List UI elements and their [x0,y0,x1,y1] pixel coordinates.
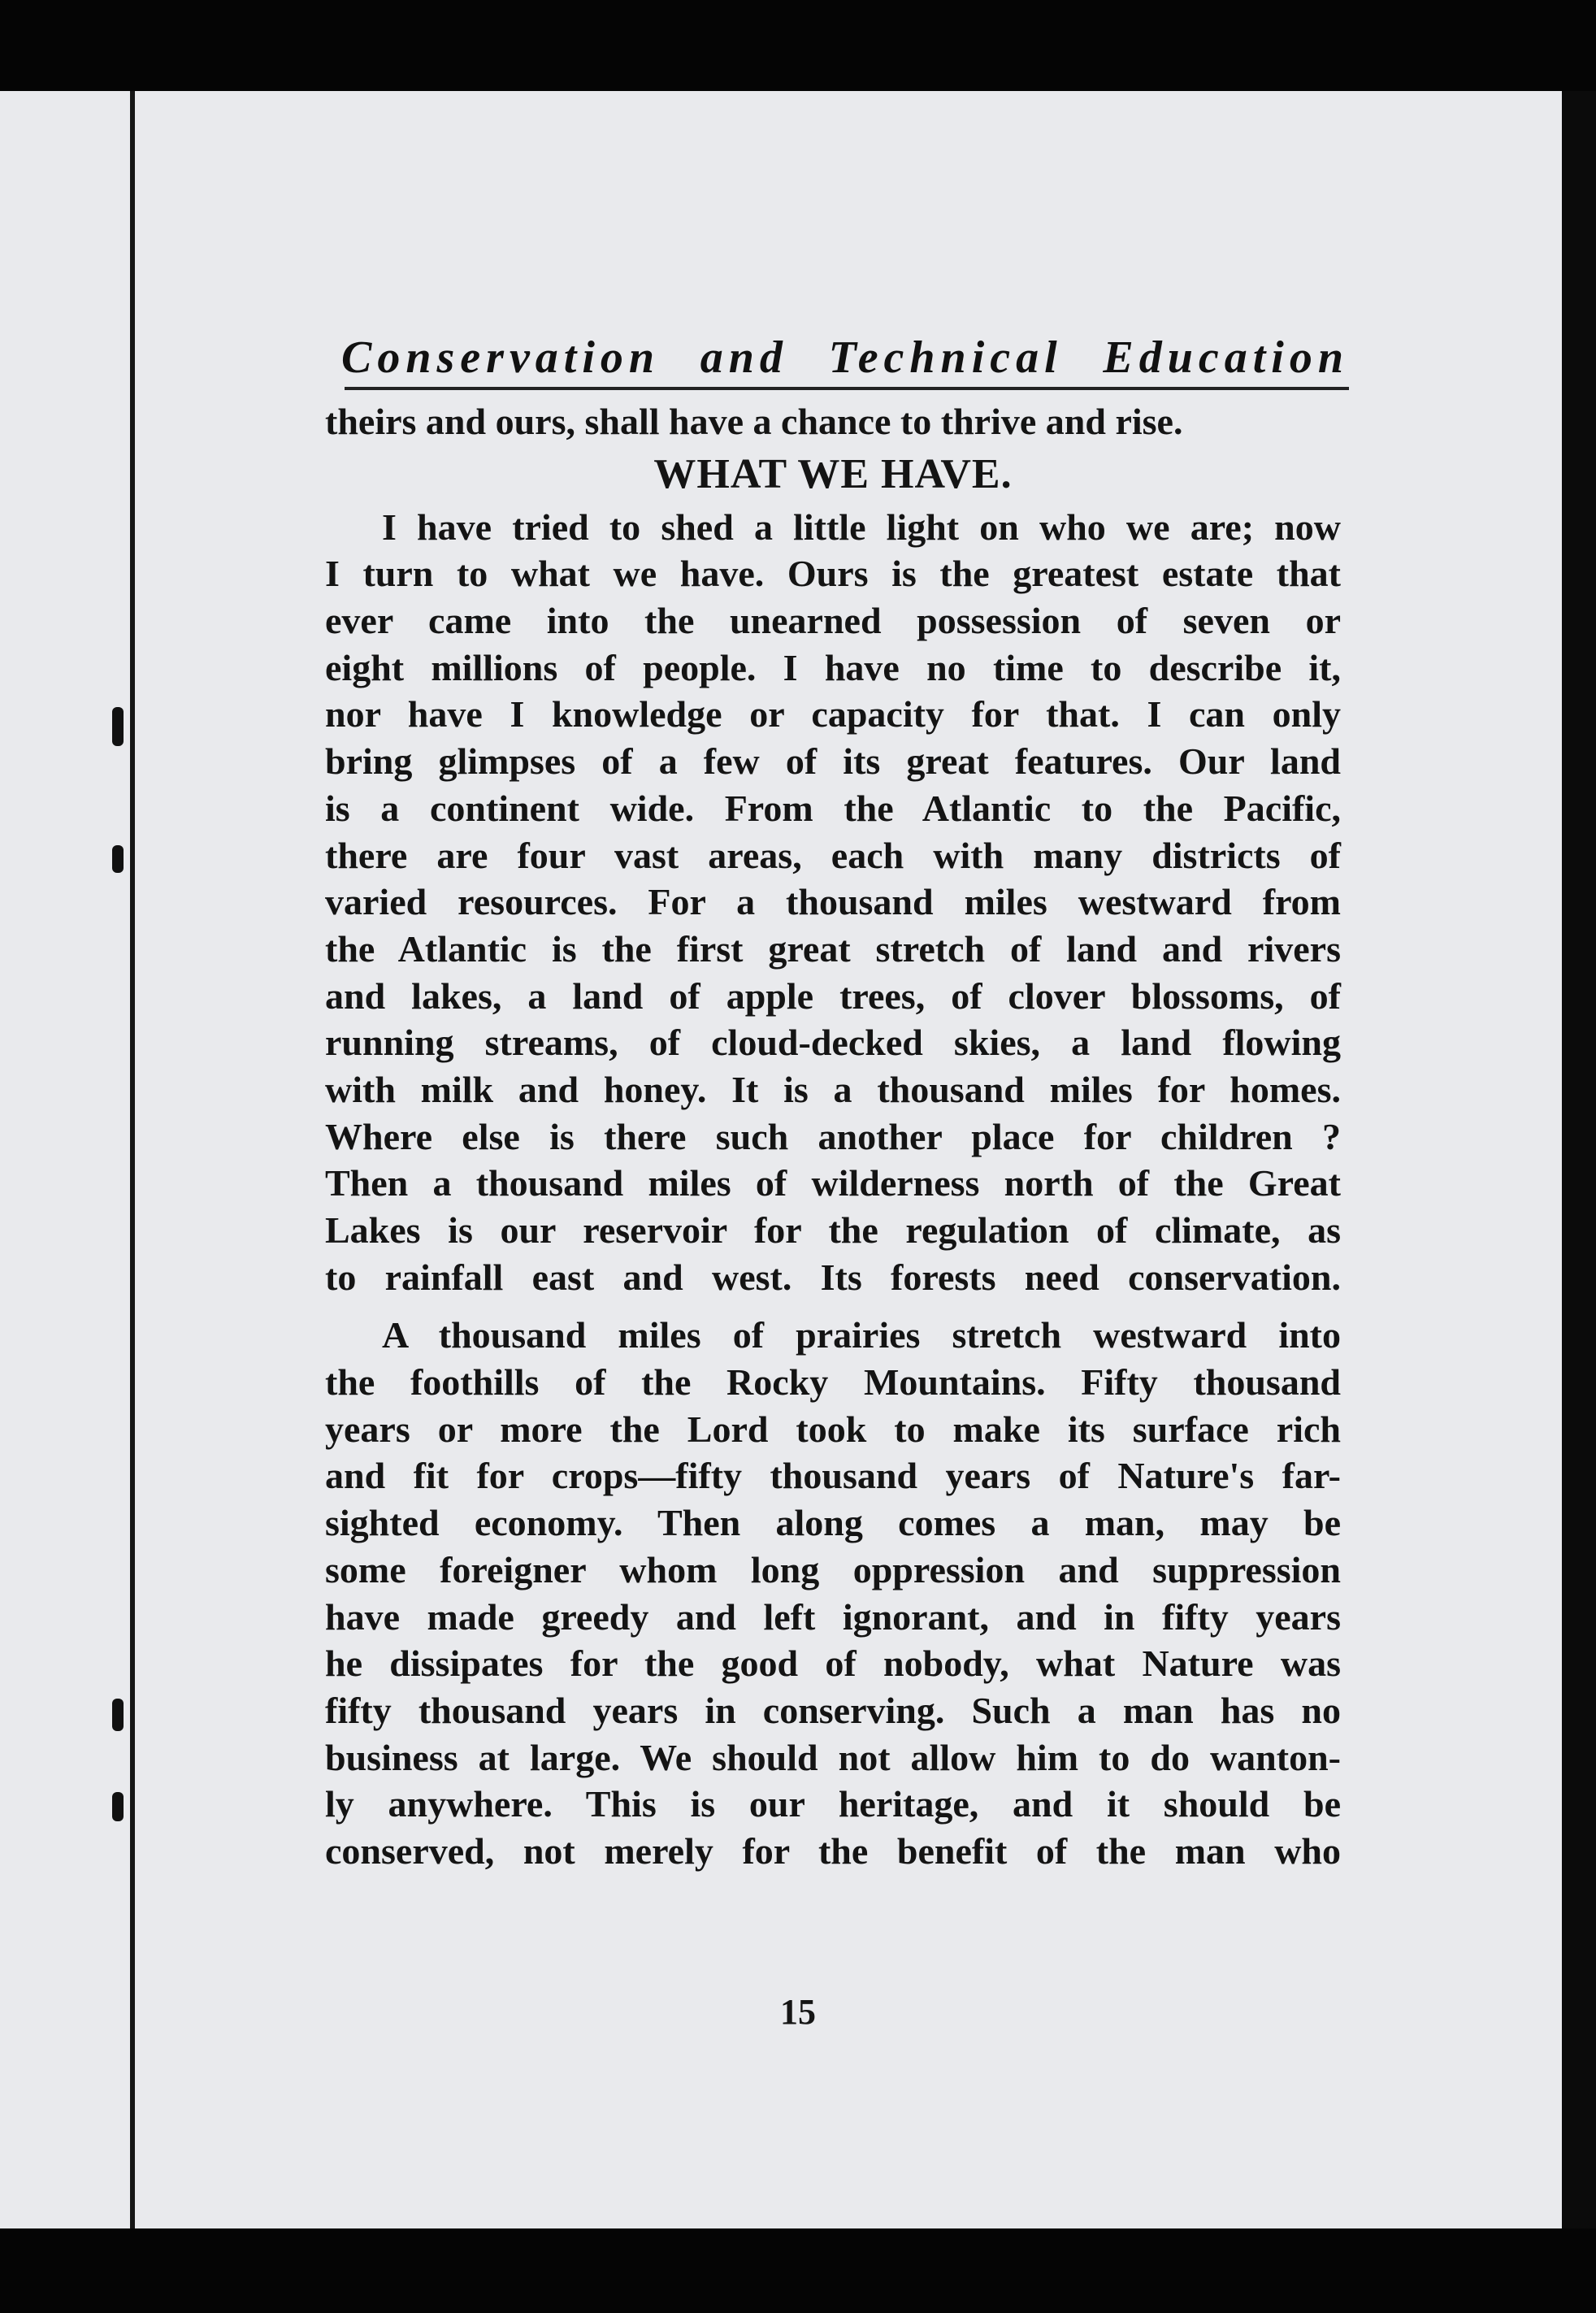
text-line: eight millions of people. I have no time to describe it, [325,646,1341,688]
page-number: 15 [780,1992,816,2032]
text-line: is a continent wide. From the Atlantic to the Pacific, [325,787,1341,829]
page-edge-shadow [1562,91,1596,2228]
binding-gutter-line [130,91,135,2228]
text-line: running streams, of cloud-decked skies, a land flowing [325,1022,1341,1064]
text-line: the Atlantic is the first great stretch of land and rivers [325,927,1341,970]
body-text [325,398,1341,1875]
text-line: sighted economy. Then along comes a man, may be [325,1502,1341,1544]
text-line: ly anywhere. This is our heritage, and it should be [325,1783,1341,1825]
text-line: years or more the Lord took to make its surface rich [325,1408,1341,1450]
text-line: and lakes, a land of apple trees, of clover blossoms, of [325,974,1341,1017]
text-line: Lakes is our reservoir for the regulation of climate, as [325,1209,1341,1251]
section-heading: WHAT WE HAVE. [653,450,1013,497]
margin-mark [112,707,124,746]
text-line: conserved, not merely for the benefit of the man who [325,1829,1341,1872]
text-line: Where else is there such another place for children ? [325,1115,1341,1157]
text-line: A thousand miles of prairies stretch westward into [382,1314,1341,1356]
text-line: and fit for crops—fifty thousand years of Nature's far- [325,1455,1341,1497]
text-line: some foreigner whom long oppression and suppression [325,1548,1341,1590]
paragraph-gap [325,1300,1341,1312]
text-line: with milk and honey. It is a thousand miles for homes. [325,1068,1341,1110]
text-line: have made greedy and left ignorant, and in fifty years [325,1595,1341,1638]
margin-mark [112,845,124,873]
text-line: I turn to what we have. Ours is the greatest estate that [325,553,1341,595]
text-line: I have tried to shed a little light on who we are; now [382,506,1341,548]
text-line: fifty thousand years in conserving. Such a man has no [325,1689,1341,1731]
continuation-line: theirs and ours, shall have a chance to thrive and rise. [325,401,1183,442]
running-head: Conservation and Technical Education [341,332,1349,383]
previous-page-edge [0,91,130,2228]
text-line: the foothills of the Rocky Mountains. Fifty thousand [325,1361,1341,1404]
text-line: varied resources. For a thousand miles westward from [325,881,1341,923]
text-line: business at large. We should not allow him to do wanton- [325,1736,1341,1778]
text-line: nor have I knowledge or capacity for that. I can only [325,693,1341,736]
text-line: ever came into the unearned possession of seven or [325,600,1341,642]
text-line: there are four vast areas, each with many districts of [325,834,1341,876]
header-rule [345,387,1349,390]
text-line: Then a thousand miles of wilderness north of the Great [325,1162,1341,1204]
text-line: to rainfall east and west. Its forests need conservation. [325,1256,1341,1298]
margin-mark [112,1699,124,1731]
margin-mark [112,1792,124,1821]
text-line: he dissipates for the good of nobody, what Nature was [325,1643,1341,1685]
text-line: bring glimpses of a few of its great features. Our land [325,740,1341,783]
